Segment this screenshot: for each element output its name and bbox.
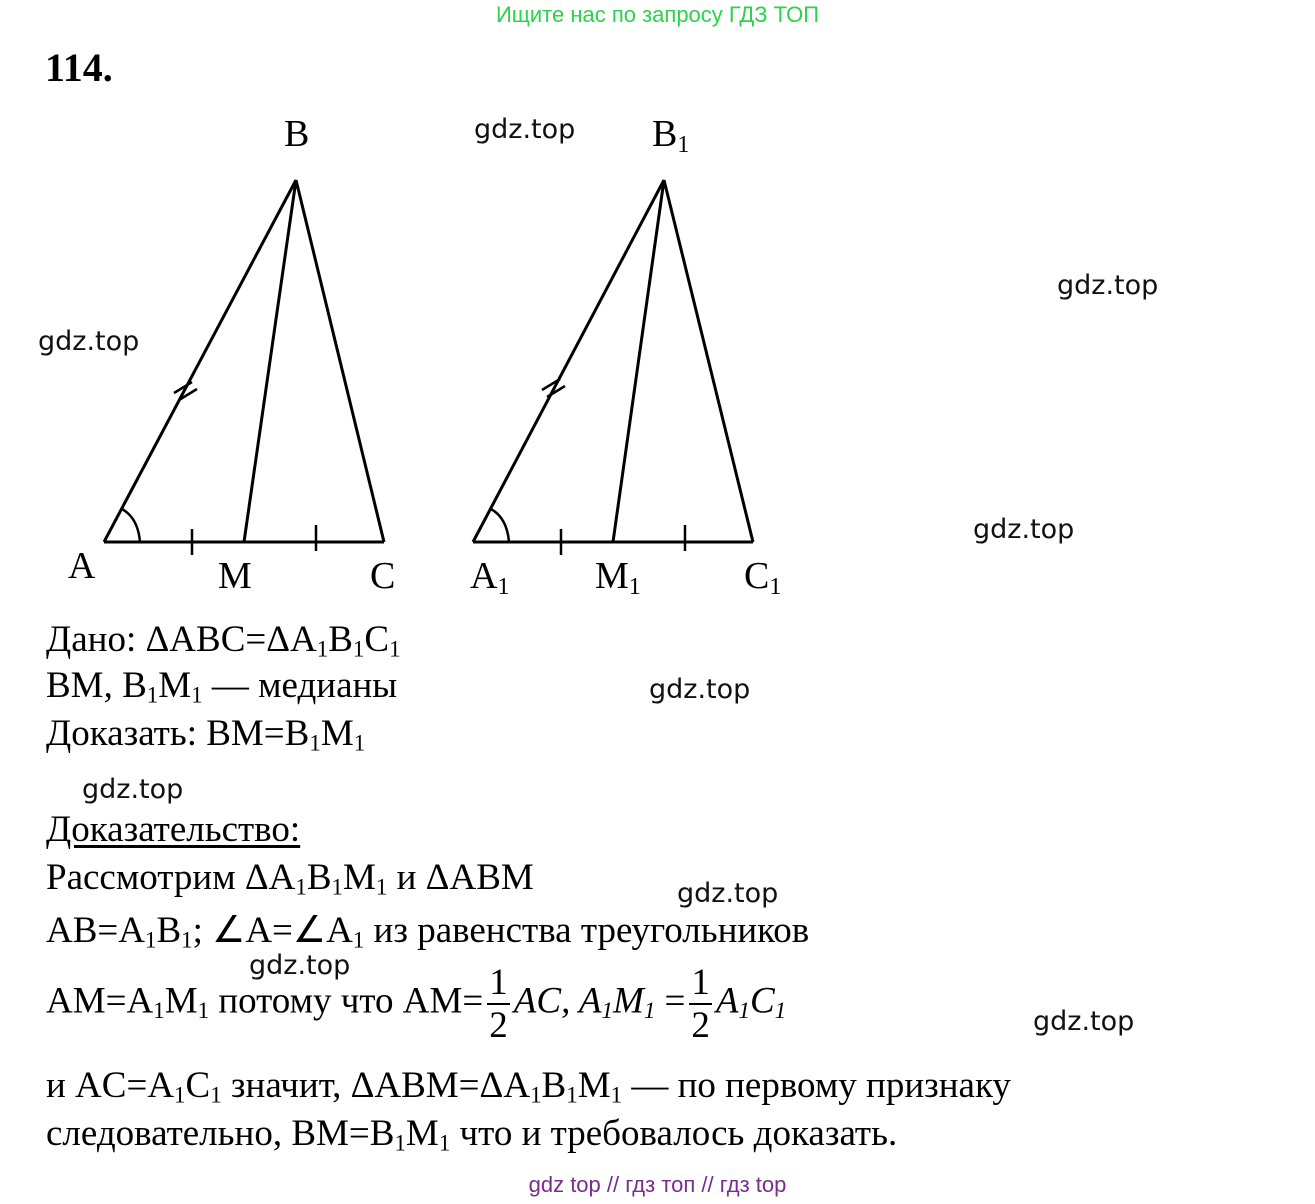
footer-links: gdz top // гдз топ // гдз top	[528, 1172, 787, 1197]
label-b1: B1	[652, 113, 690, 158]
fraction-half: $\frac{1}{2}$	[691, 962, 710, 1046]
label-a: A	[68, 545, 96, 587]
watermark: gdz.top	[973, 514, 1075, 545]
top-banner: Ищите нас по запросу ГДЗ ТОП	[495, 2, 820, 27]
watermark: gdz.top	[677, 878, 779, 909]
proof-heading: Доказательство:	[46, 809, 301, 850]
angle-a1-arc	[491, 509, 509, 542]
watermark: gdz.top	[82, 774, 184, 805]
side-ab	[104, 180, 296, 542]
label-c: C	[370, 555, 396, 597]
label-b: B	[284, 113, 310, 155]
proof-line-4: и $AC=A_1C_1$ значит, $\Delta ABM=\Delta A_1B_1M_1$ — по первому признаку	[46, 1065, 1011, 1108]
watermark: gdz.top	[1057, 270, 1159, 301]
watermark: gdz.top	[1033, 1006, 1135, 1037]
proof-line-5: следовательно, $BM=B_1M_1$ что и требовалось доказать.	[46, 1113, 898, 1156]
proof-line-3: $AM=A_1M_1$ потому что AM= $\frac{1}{2}$ AC, $A_1M_1$ = $\frac{1}{2}$ $A_1C_1$	[46, 962, 787, 1046]
triangles-figure	[0, 100, 820, 610]
proof-line-1: Рассмотрим $\Delta A_1B_1M_1$ и ΔABM	[46, 857, 534, 900]
side-bc	[296, 180, 384, 542]
triangle-abc	[104, 180, 384, 555]
watermark: gdz.top	[474, 114, 576, 145]
label-m: M	[218, 555, 252, 597]
problem-number: 114.	[45, 45, 113, 90]
proof-line-2: $AB=A_1B_1$; $\angle A=\angle A_1$ из равенства треугольников	[46, 910, 810, 953]
watermark: gdz.top	[649, 674, 751, 705]
median-bm	[244, 180, 296, 542]
side-b1c1	[664, 180, 753, 542]
label-a1: A1	[470, 555, 510, 600]
label-c1: C1	[744, 555, 782, 600]
watermark: gdz.top	[249, 950, 351, 981]
given-line-2: BM, $B_1M_1$ — медианы	[46, 665, 398, 708]
label-m1: M1	[595, 555, 641, 600]
angle-a-arc	[122, 509, 140, 542]
side-a1b1	[473, 180, 664, 542]
watermark: gdz.top	[38, 326, 140, 357]
fraction-half: $\frac{1}{2}$	[489, 962, 508, 1046]
median-b1m1	[613, 180, 664, 542]
given-line-1: Дано: $\Delta ABC=\Delta A_1B_1C_1$	[46, 619, 401, 662]
prove-line: Доказать: $BM=B_1M_1$	[46, 713, 366, 756]
triangle-a1b1c1	[473, 180, 753, 555]
